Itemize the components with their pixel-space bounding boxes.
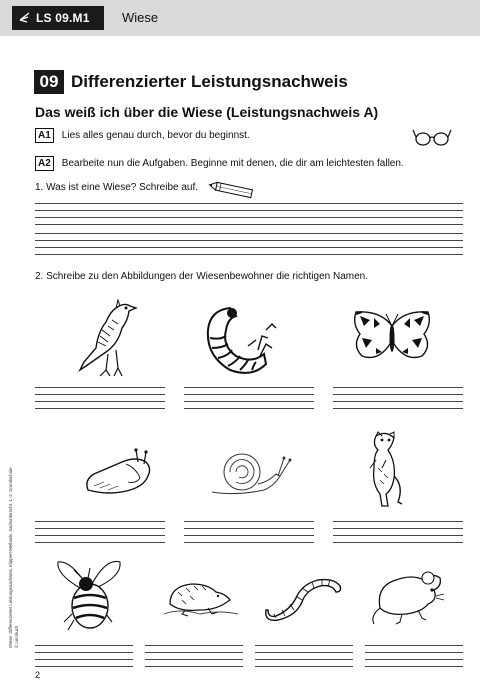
pencil-icon — [208, 180, 260, 200]
name-line-mouse[interactable] — [365, 645, 463, 667]
task-a1 — [35, 128, 250, 143]
name-line-weasel[interactable] — [333, 521, 463, 543]
task-tag: A1 — [35, 128, 54, 143]
name-line-worm[interactable] — [255, 645, 353, 667]
weasel-icon — [362, 428, 414, 512]
header-bar — [0, 0, 480, 36]
slug-icon — [80, 446, 158, 502]
butterfly-icon — [350, 308, 434, 366]
task-tag: A2 — [35, 156, 54, 171]
name-line-mole[interactable] — [145, 645, 243, 667]
larva-icon — [200, 300, 282, 378]
sheet-title-row — [34, 70, 348, 94]
copyright-sidebar — [8, 468, 19, 648]
name-line-bird[interactable] — [35, 387, 165, 409]
name-line-snail[interactable] — [184, 521, 314, 543]
copyright-line: Wiese: Differenzierter Leistungsnachweis, Klippert-Methode, Sachunterricht, 1.-2. Grundschule — [8, 467, 13, 648]
name-line-butterfly[interactable] — [333, 387, 463, 409]
worksheet-code-badge — [12, 6, 104, 30]
name-line-slug[interactable] — [35, 521, 165, 543]
mole-icon — [160, 572, 240, 618]
glasses-icon — [412, 126, 452, 148]
page-subtitle: Das weiß ich über die Wiese (Leistungsnachweis A) — [35, 104, 379, 120]
page-title: Differenzierter Leistungsnachweis — [71, 72, 348, 91]
page-number: 2 — [35, 670, 41, 680]
bird-icon — [72, 296, 142, 384]
worm-icon — [262, 570, 346, 622]
writing-lines[interactable] — [35, 203, 463, 225]
worksheet-code: LS 09.M1 — [36, 11, 90, 25]
question-2: 2. Schreibe zu den Abbildungen der Wiesenbewohner die richtigen Namen. — [35, 271, 368, 282]
mouse-icon — [366, 560, 446, 628]
bumblebee-icon — [50, 554, 126, 634]
sheet-number-badge: 09 — [34, 70, 64, 94]
task-text: Bearbeite nun die Aufgaben. Beginne mit denen, die dir am leichtesten fallen. — [61, 158, 404, 169]
check-icon — [18, 11, 32, 25]
name-line-bumblebee[interactable] — [35, 645, 133, 667]
snail-icon — [206, 448, 296, 500]
name-line-larva[interactable] — [184, 387, 314, 409]
task-a2 — [35, 156, 404, 171]
writing-lines[interactable] — [35, 233, 463, 255]
copyright-line: © Lernbuch — [13, 625, 19, 648]
task-text: Lies alles genau durch, bevor du beginnst. — [61, 130, 250, 141]
question-1: 1. Was ist eine Wiese? Schreibe auf. — [35, 182, 199, 193]
header-title: Wiese — [122, 10, 159, 25]
